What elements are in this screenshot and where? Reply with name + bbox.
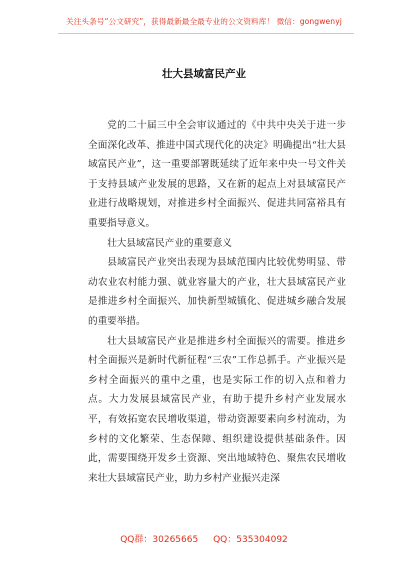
header-divider xyxy=(58,33,354,34)
header-banner: 关注头条号“公文研究”，获得最新最全最专业的公文资料库！ 微信：gongwenyj xyxy=(66,17,342,26)
qq-group-number: QQ群：30265665 xyxy=(120,535,199,545)
paragraph-intro: 党的二十届三中全会审议通过的《中共中央关于进一步全面深化改革、推进中国式现代化的决定》明确提出“壮大县域富民产业”，这一重要部署既延续了近年来中央一号文件关于支持县域产业发展的思路，又在新的起点上对县域富民产业进行战略规划，对推进乡村全面振兴、促进共同富裕具有重要指导意义。 xyxy=(88,120,346,229)
document-body xyxy=(88,116,346,488)
footer-contact xyxy=(0,532,408,545)
section-heading: 壮大县域富民产业的重要意义 xyxy=(107,237,232,249)
paragraph-definition: 县域富民产业突出表现为县域范围内比较优势明显、带动农业农村能力强、就业容量大的产业，壮大县域富民产业是推进乡村全面振兴、加快新型城镇化、促进城乡融合发展的重要举措。 xyxy=(88,257,346,327)
document-title: 壮大县域富民产业 xyxy=(162,68,246,80)
qq-number: QQ：535304092 xyxy=(213,535,288,545)
paragraph-rural-revitalization: 壮大县域富民产业是推进乡村全面振兴的需要。推进乡村全面振兴是新时代新征程“三农”工作总抓手。产业振兴是乡村全面振兴的重中之重，也是实际工作的切入点和着力点。大力发展县域富民产业，有助于提升乡村产业发展水平，有效拓宽农民增收渠道，带动资源要素向乡村流动，为乡村的文化繁荣、生态保障、组织建设提供基础条件。因此，需要围绕开发乡土资源、突出地域特色、聚焦农民增收来壮大县域富民产业，助力乡村产业振兴走深 xyxy=(88,335,346,484)
